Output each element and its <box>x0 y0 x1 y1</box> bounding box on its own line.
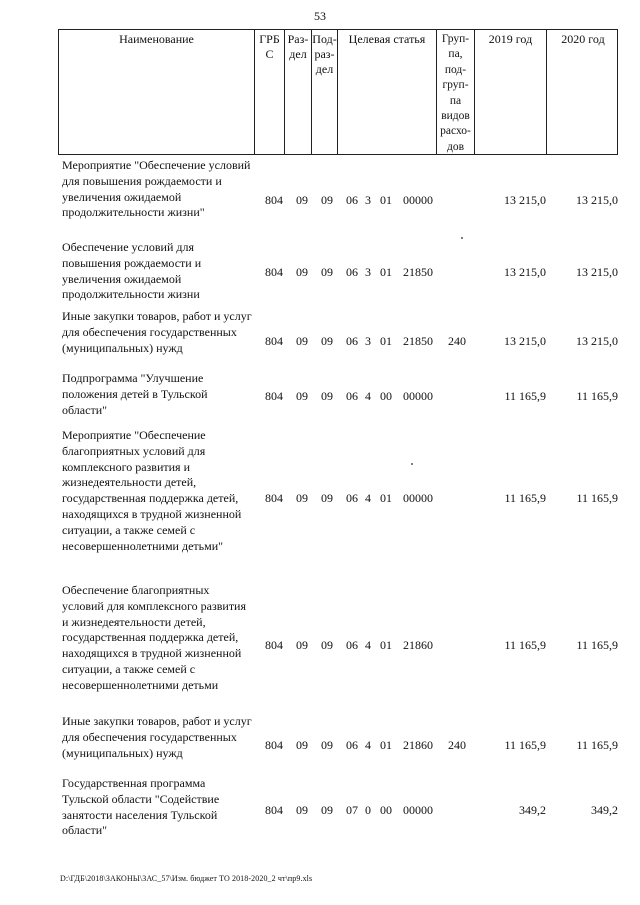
row-y2019: 11 165,9 <box>504 738 546 752</box>
row-cs3: 01 <box>380 334 392 348</box>
row-cs2: 4 <box>365 738 371 752</box>
row-cs2: 3 <box>365 334 371 348</box>
row-cs1: 06 <box>346 389 358 403</box>
row-cs3: 01 <box>380 265 392 279</box>
row-y2020: 11 165,9 <box>576 638 618 652</box>
row-razdel: 09 <box>296 738 308 752</box>
row-grbs: 804 <box>265 491 283 505</box>
row-cs3: 01 <box>380 738 392 752</box>
row-cs3: 01 <box>380 638 392 652</box>
row-razdel: 09 <box>296 265 308 279</box>
row-razdel: 09 <box>296 491 308 505</box>
row-name: Иные закупки товаров, работ и услуг для обеспечения государственных (муниципальных) нужд <box>62 309 252 355</box>
row-cs4: 00000 <box>403 491 433 505</box>
row-y2019: 11 165,9 <box>504 638 546 652</box>
row-cs1: 07 <box>346 803 358 817</box>
row-cs2: 4 <box>365 638 371 652</box>
row-grbs: 804 <box>265 803 283 817</box>
file-path-footer: D:\ГДБ\2018\ЗАКОНЫ\ЗАС_57\Изм. бюджет ТО 2018-2020_2 чт\пр9.xls <box>60 874 313 883</box>
row-razdel: 09 <box>296 193 308 207</box>
scan-speck <box>461 237 463 239</box>
row-cs1: 06 <box>346 193 358 207</box>
row-name: Обеспечение условий для повышения рождаемости и увеличения ожидаемой продолжительности жизни <box>62 240 202 302</box>
row-cs1: 06 <box>346 491 358 505</box>
row-cs3: 00 <box>380 389 392 403</box>
row-cs1: 06 <box>346 738 358 752</box>
row-y2019: 13 215,0 <box>504 334 546 348</box>
row-podrazdel: 09 <box>321 738 333 752</box>
row-cs4: 21860 <box>403 738 433 752</box>
row-name: Мероприятие "Обеспечение благоприятных условий для комплексного развития и жизнедеятельности детей, государственная поддержка детей, находящихся в трудной жизненной ситуации, а также семей с несовершеннолетними детьми" <box>62 428 242 553</box>
row-razdel: 09 <box>296 334 308 348</box>
header-2020: 2020 год <box>561 32 605 46</box>
table-header <box>58 29 618 155</box>
page-number: 53 <box>314 9 326 23</box>
row-y2019: 349,2 <box>519 803 546 817</box>
row-grbs: 804 <box>265 638 283 652</box>
header-name: Наименование <box>59 30 255 154</box>
row-y2019: 11 165,9 <box>504 491 546 505</box>
row-y2020: 13 215,0 <box>576 193 618 207</box>
row-cs4: 00000 <box>403 803 433 817</box>
row-grbs: 804 <box>265 389 283 403</box>
row-podrazdel: 09 <box>321 803 333 817</box>
row-y2020: 349,2 <box>591 803 618 817</box>
row-podrazdel: 09 <box>321 265 333 279</box>
row-cs3: 01 <box>380 193 392 207</box>
row-name: Государственная программа Тульской области "Содействие занятости населения Тульской области" <box>62 776 220 838</box>
row-cs1: 06 <box>346 638 358 652</box>
row-y2020: 11 165,9 <box>576 738 618 752</box>
header-2019: 2019 год <box>475 30 547 154</box>
header-razdel: Раз- дел <box>285 30 312 154</box>
header-grbs: ГРБ С <box>255 30 285 154</box>
row-cs4: 21850 <box>403 265 433 279</box>
row-y2019: 13 215,0 <box>504 193 546 207</box>
row-podrazdel: 09 <box>321 193 333 207</box>
row-cs2: 4 <box>365 491 371 505</box>
row-name: Подпрограмма "Улучшение положения детей в Тульской области" <box>62 371 208 417</box>
row-y2020: 11 165,9 <box>576 491 618 505</box>
row-podrazdel: 09 <box>321 491 333 505</box>
row-y2020: 13 215,0 <box>576 265 618 279</box>
row-vr: 240 <box>448 334 466 348</box>
row-cs4: 00000 <box>403 193 433 207</box>
row-grbs: 804 <box>265 334 283 348</box>
row-cs2: 0 <box>365 803 371 817</box>
row-podrazdel: 09 <box>321 389 333 403</box>
row-razdel: 09 <box>296 803 308 817</box>
row-y2019: 11 165,9 <box>504 389 546 403</box>
row-cs1: 06 <box>346 334 358 348</box>
row-cs3: 01 <box>380 491 392 505</box>
row-name: Иные закупки товаров, работ и услуг для обеспечения государственных (муниципальных) нужд <box>62 714 252 760</box>
row-cs4: 00000 <box>403 389 433 403</box>
row-grbs: 804 <box>265 738 283 752</box>
row-grbs: 804 <box>265 193 283 207</box>
row-name: Обеспечение благоприятных условий для комплексного развития и жизнедеятельности детей, государственная поддержка детей, находящихся в трудной жизненной ситуации, а также семей с несовершеннолетними детьми <box>62 583 247 692</box>
header-group: Груп- па, под- груп- па видов расхо- дов <box>437 30 475 154</box>
row-razdel: 09 <box>296 638 308 652</box>
header-podrazdel: Под- раз- дел <box>312 30 338 154</box>
row-grbs: 804 <box>265 265 283 279</box>
row-y2020: 13 215,0 <box>576 334 618 348</box>
row-cs2: 4 <box>365 389 371 403</box>
row-cs3: 00 <box>380 803 392 817</box>
row-cs4: 21850 <box>403 334 433 348</box>
row-y2019: 13 215,0 <box>504 265 546 279</box>
row-vr: 240 <box>448 738 466 752</box>
row-razdel: 09 <box>296 389 308 403</box>
row-cs4: 21860 <box>403 638 433 652</box>
row-name: Мероприятие "Обеспечение условий для повышения рождаемости и увеличения ожидаемой продолжительности жизни" <box>62 158 251 220</box>
row-cs2: 3 <box>365 193 371 207</box>
row-cs2: 3 <box>365 265 371 279</box>
row-y2020: 11 165,9 <box>576 389 618 403</box>
row-podrazdel: 09 <box>321 638 333 652</box>
row-podrazdel: 09 <box>321 334 333 348</box>
scan-speck <box>411 463 413 465</box>
row-cs1: 06 <box>346 265 358 279</box>
header-target: Целевая статья <box>338 30 437 154</box>
